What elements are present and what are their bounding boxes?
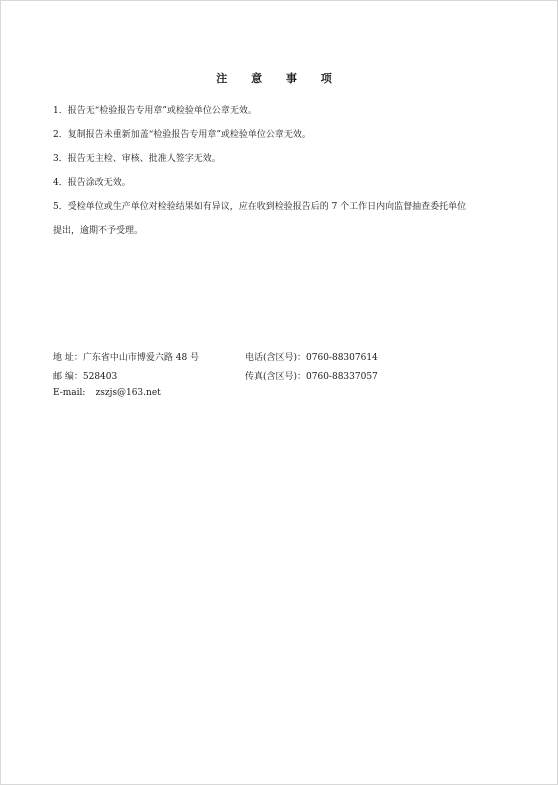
- email: [53, 388, 161, 398]
- notice-list: [53, 105, 523, 249]
- fax: [245, 369, 378, 382]
- phone-label: 电话(含区号)：: [245, 353, 307, 363]
- phone-value: 0760-88307614: [306, 353, 378, 363]
- page-title: 注 意 事 项: [216, 72, 342, 85]
- notice-item-5: [53, 201, 523, 237]
- fax-value: 0760-88337057: [306, 372, 378, 382]
- email-value[interactable]: zszjs@163.net: [95, 388, 161, 398]
- notice-item-5-line-2: 提出，逾期不予受理。: [53, 226, 144, 236]
- contact-row-email: [53, 388, 523, 407]
- fax-label: 传真(含区号)：: [245, 372, 307, 382]
- contact-info: [53, 350, 523, 407]
- notice-item-2: 2．复制报告未重新加盖“检验报告专用章”或检验单位公章无效。: [53, 130, 311, 140]
- postcode-value: 528403: [82, 372, 118, 382]
- email-label: E-mail:: [53, 388, 86, 398]
- postcode: [53, 369, 117, 382]
- notice-item-5-line-1: 5．受检单位或生产单位对检验结果如有异议，应在收到检验报告后的 7 个工作日内向监督抽查委托单位: [53, 202, 467, 212]
- address-label: 地 址：: [53, 353, 83, 363]
- contact-row-postcode-fax: [53, 369, 523, 388]
- address-value: 广东省中山市博爱六路 48 号: [82, 353, 200, 363]
- notice-item-1: 1．报告无“检验报告专用章”或检验单位公章无效。: [53, 106, 257, 116]
- contact-row-address-phone: [53, 350, 523, 369]
- notice-item-4: 4．报告涂改无效。: [53, 178, 131, 188]
- phone: [245, 350, 378, 363]
- address: [53, 350, 199, 363]
- notice-item-3: 3．报告无主检、审核、批准人签字无效。: [53, 154, 221, 164]
- postcode-label: 邮 编：: [53, 372, 83, 382]
